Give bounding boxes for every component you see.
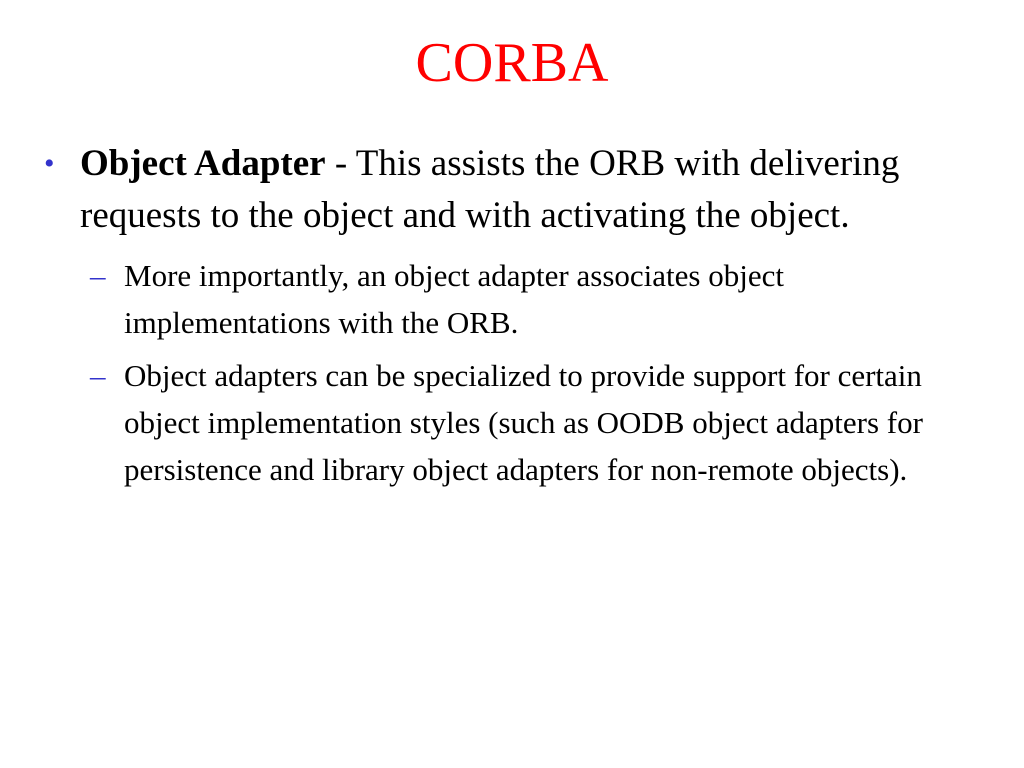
bullet-term: Object Adapter [80, 143, 326, 184]
sub-bullet-marker: – [90, 258, 106, 293]
sub-bullet-item [90, 252, 984, 346]
main-bullet [44, 138, 984, 242]
sub-bullet-text: More importantly, an object adapter associates object implementations with the ORB. [124, 258, 784, 340]
slide-title: CORBA [415, 32, 609, 94]
sub-bullet-list [44, 252, 984, 493]
sub-bullet-item [90, 352, 984, 493]
sub-bullet-marker: – [90, 358, 106, 393]
bullet-list [44, 138, 984, 499]
sub-bullet-text: Object adapters can be specialized to provide support for certain object implementation styles (such as OODB object adapters for persistence and library object adapters for non-remote objects). [124, 358, 923, 487]
bullet-text: - This assists the ORB with delivering requests to the object and with activating the object. [80, 143, 900, 236]
bullet-marker: • [44, 147, 55, 180]
